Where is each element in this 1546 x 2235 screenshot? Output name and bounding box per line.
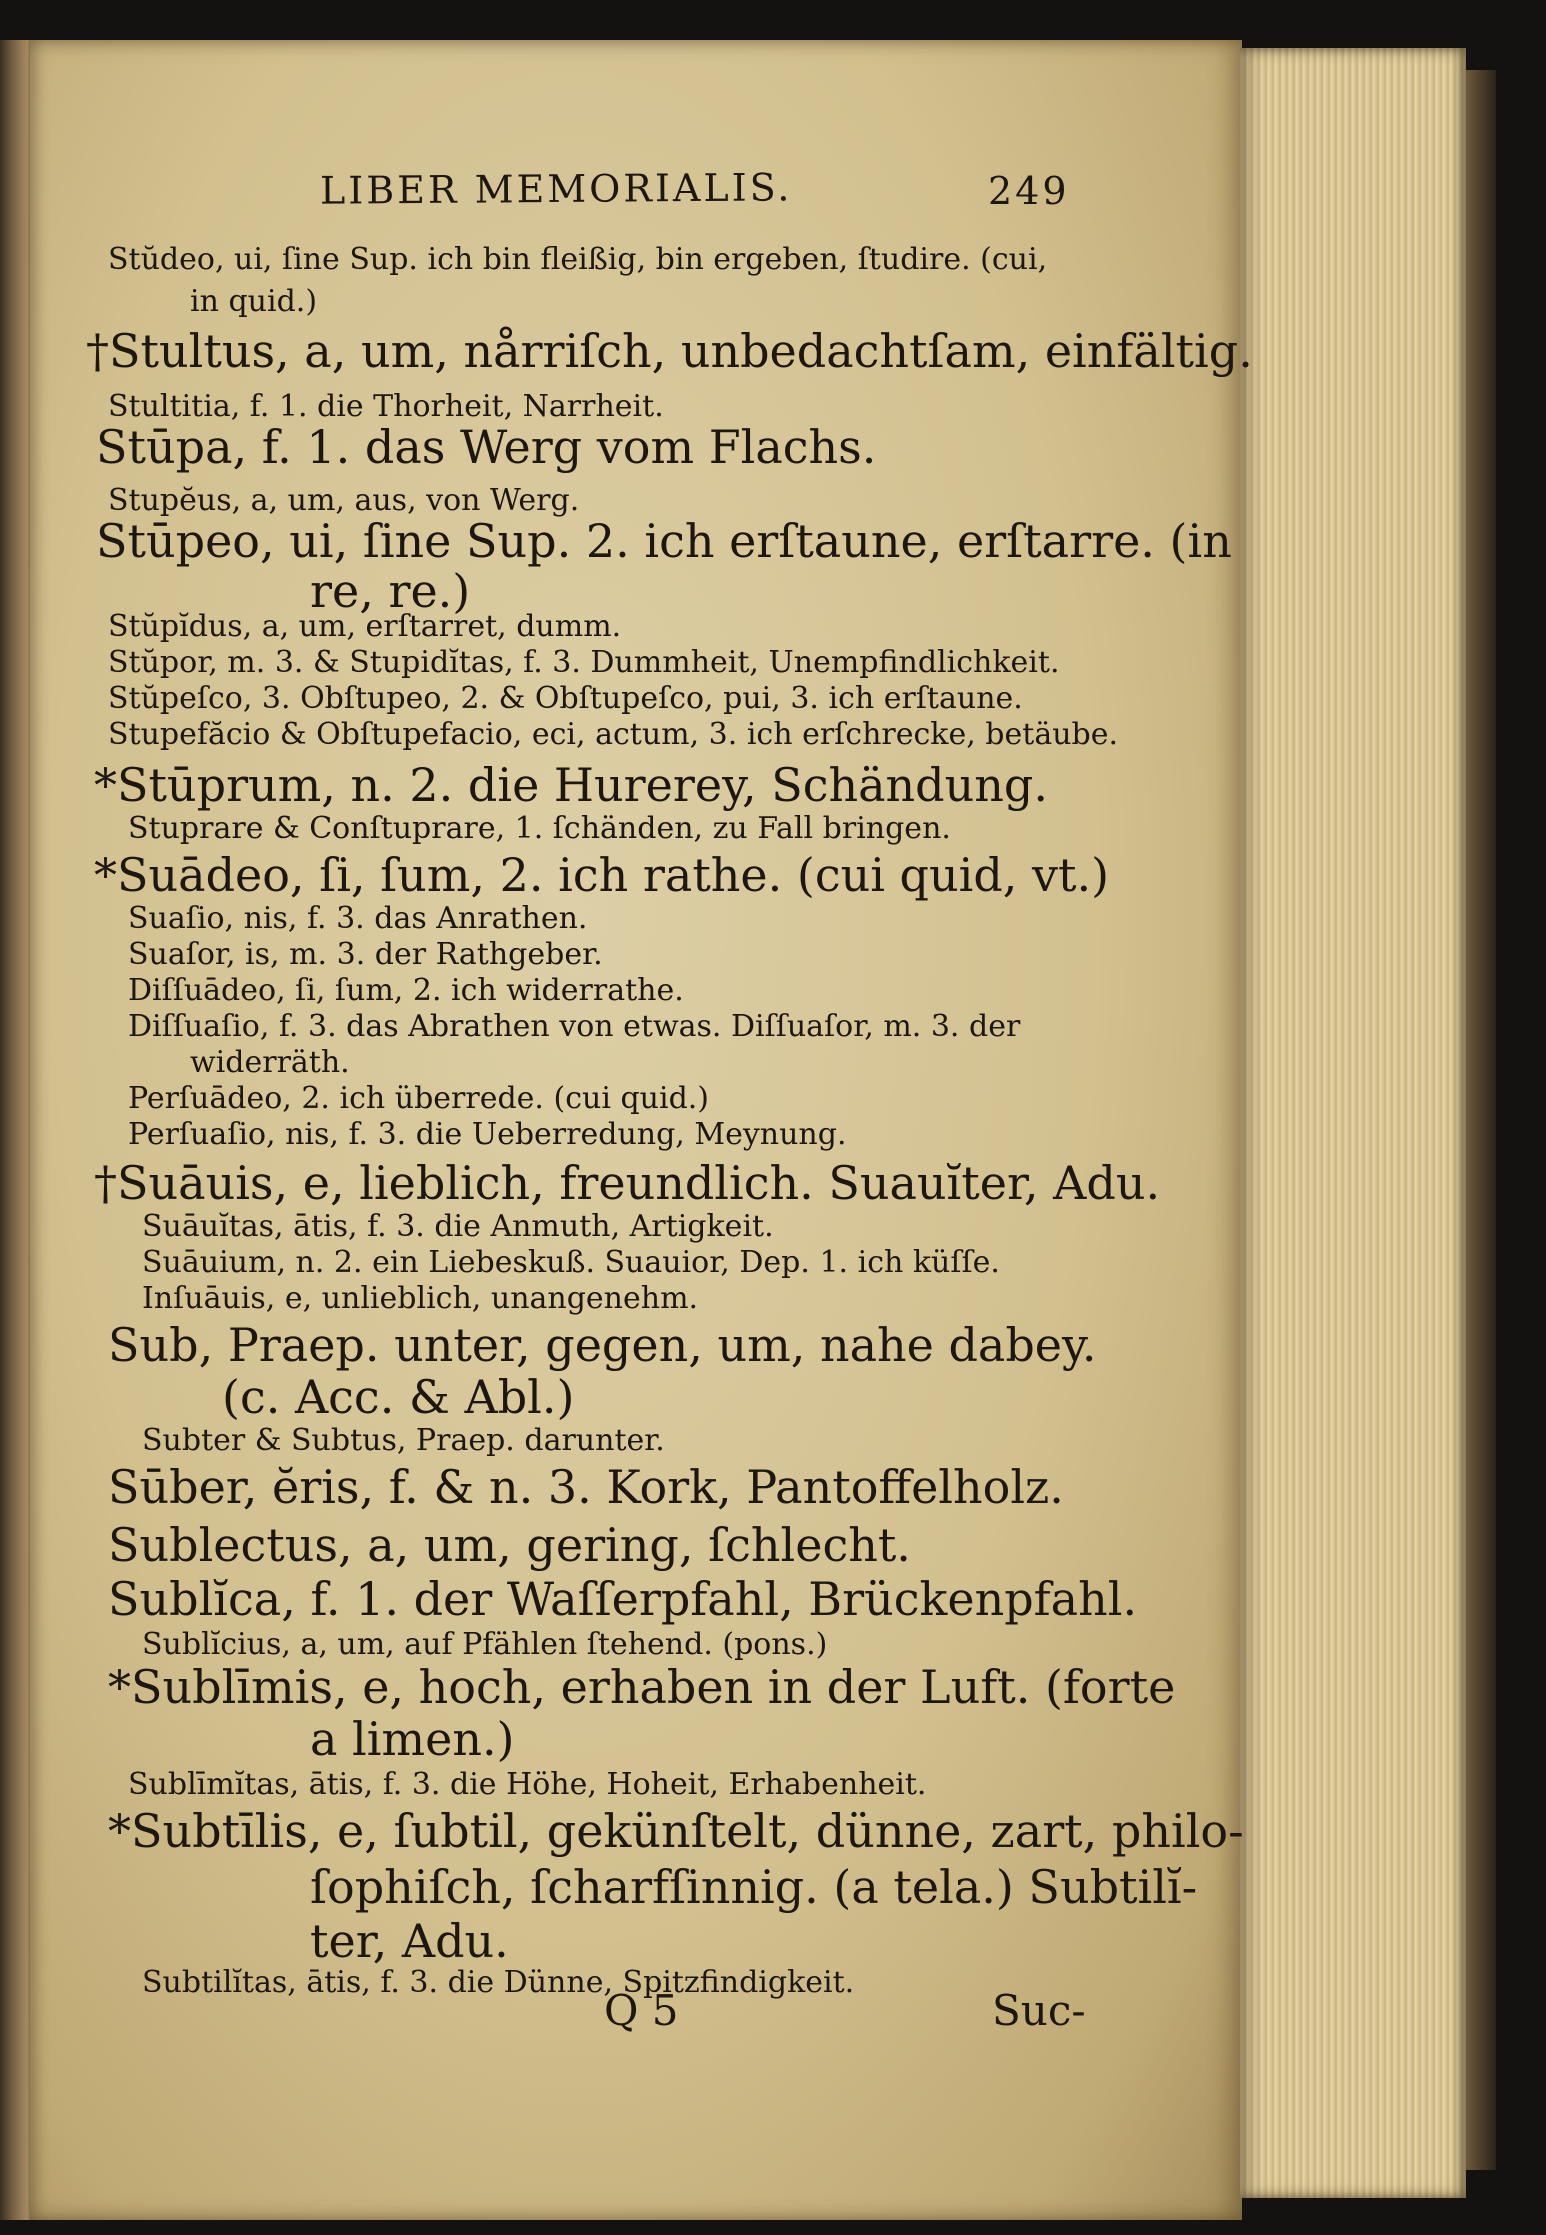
entry-line: Perſuaſio, nis, f. 3. die Ueberredung, Meynung. — [128, 1117, 847, 1152]
entry-line: Perſuādeo, 2. ich überrede. (cui quid.) — [128, 1081, 710, 1116]
entry-line: in quid.) — [190, 284, 318, 319]
entry-line: *Stūprum, n. 2. die Hurerey, Schändung. — [94, 758, 1048, 812]
entry-line: Sublectus, a, um, gering, ſchlecht. — [108, 1518, 911, 1572]
entry-line: †Suāuis, e, lieblich, freundlich. Suauĭter, Adu. — [94, 1156, 1161, 1210]
page-number: 249 — [988, 169, 1070, 213]
entry-line: Sublĭcius, a, um, auf Pfählen ſtehend. (pons.) — [142, 1627, 828, 1662]
entry-line: Stŭpeſco, 3. Obſtupeo, 2. & Obſtupeſco, pui, 3. ich erſtaune. — [108, 681, 1023, 716]
signature-mark: Q 5 — [604, 1986, 679, 2035]
entry-line: Sūber, ĕris, f. & n. 3. Kork, Pantoffelholz. — [108, 1460, 1064, 1514]
entry-line: Stupefăcio & Obſtupefacio, eci, actum, 3. ich erſchrecke, betäube. — [108, 717, 1119, 752]
entry-line: ſophiſch, ſcharfſinnig. (a tela.) Subtilĭ- — [310, 1860, 1198, 1914]
left-page-edge — [0, 40, 34, 2220]
entry-line: Stŭdeo, ui, ſine Sup. ich bin fleißig, bin ergeben, ſtudire. (cui, — [108, 242, 1048, 277]
entry-line: Diſſuaſio, f. 3. das Abrathen von etwas. Diſſuaſor, m. 3. der — [128, 1009, 1021, 1044]
book-spine-shadow — [1466, 70, 1496, 2170]
entry-line: re, re.) — [310, 564, 471, 618]
entry-line: †Stultus, a, um, nårriſch, unbedachtſam, einfältig. — [86, 324, 1253, 378]
entry-line: ter, Adu. — [310, 1914, 509, 1968]
entry-line: Diſſuādeo, ſi, ſum, 2. ich widerrathe. — [128, 973, 684, 1008]
entry-line: Stūpeo, ui, ſine Sup. 2. ich erſtaune, erſtarre. (in — [96, 514, 1232, 568]
entry-line: *Suādeo, ſi, ſum, 2. ich rathe. (cui quid, vt.) — [94, 848, 1110, 902]
entry-line: a limen.) — [310, 1712, 515, 1766]
entry-line: Subtilĭtas, ātis, f. 3. die Dünne, Spitzfindigkeit. — [142, 1965, 855, 2000]
entry-line: (c. Acc. & Abl.) — [222, 1370, 575, 1424]
entry-line: Stultitia, f. 1. die Thorheit, Narrheit. — [108, 389, 664, 424]
entry-line: Stŭpĭdus, a, um, erſtarret, dumm. — [108, 609, 622, 644]
page-edges-stack — [1240, 48, 1466, 2198]
entry-line: Stuprare & Conſtuprare, 1. ſchänden, zu Fall bringen. — [128, 811, 951, 846]
entry-line: widerräth. — [190, 1045, 350, 1080]
entry-line: Suaſio, nis, f. 3. das Anrathen. — [128, 901, 588, 936]
entry-line: Suaſor, is, m. 3. der Rathgeber. — [128, 937, 603, 972]
catchword: Suc- — [992, 1986, 1086, 2035]
entry-line: Sublĭca, f. 1. der Waſſerpfahl, Brückenpfahl. — [108, 1572, 1138, 1626]
entry-line: Sublīmĭtas, ātis, f. 3. die Höhe, Hoheit, Erhabenheit. — [128, 1767, 927, 1802]
entry-line: Suāuĭtas, ātis, f. 3. die Anmuth, Artigkeit. — [142, 1209, 774, 1244]
entry-line: Suāuium, n. 2. ein Liebeskuß. Suauior, Dep. 1. ich küſſe. — [142, 1245, 1000, 1280]
entry-line: Stŭpor, m. 3. & Stupidĭtas, f. 3. Dummheit, Unempfindlichkeit. — [108, 645, 1060, 680]
entry-line: Stūpa, f. 1. das Werg vom Flachs. — [96, 420, 877, 474]
entry-line: Sub, Praep. unter, gegen, um, nahe dabey. — [108, 1318, 1097, 1372]
entry-line: *Sublīmis, e, hoch, erhaben in der Luft. (forte — [108, 1660, 1176, 1714]
entry-line: Inſuāuis, e, unlieblich, unangenehm. — [142, 1281, 699, 1316]
entry-line: Subter & Subtus, Praep. darunter. — [142, 1423, 665, 1458]
entry-line: *Subtīlis, e, ſubtil, gekünſtelt, dünne, zart, philo- — [108, 1804, 1244, 1858]
running-head-title: LIBER MEMORIALIS. — [319, 165, 793, 213]
entry-line: Stupĕus, a, um, aus, von Werg. — [108, 483, 580, 518]
